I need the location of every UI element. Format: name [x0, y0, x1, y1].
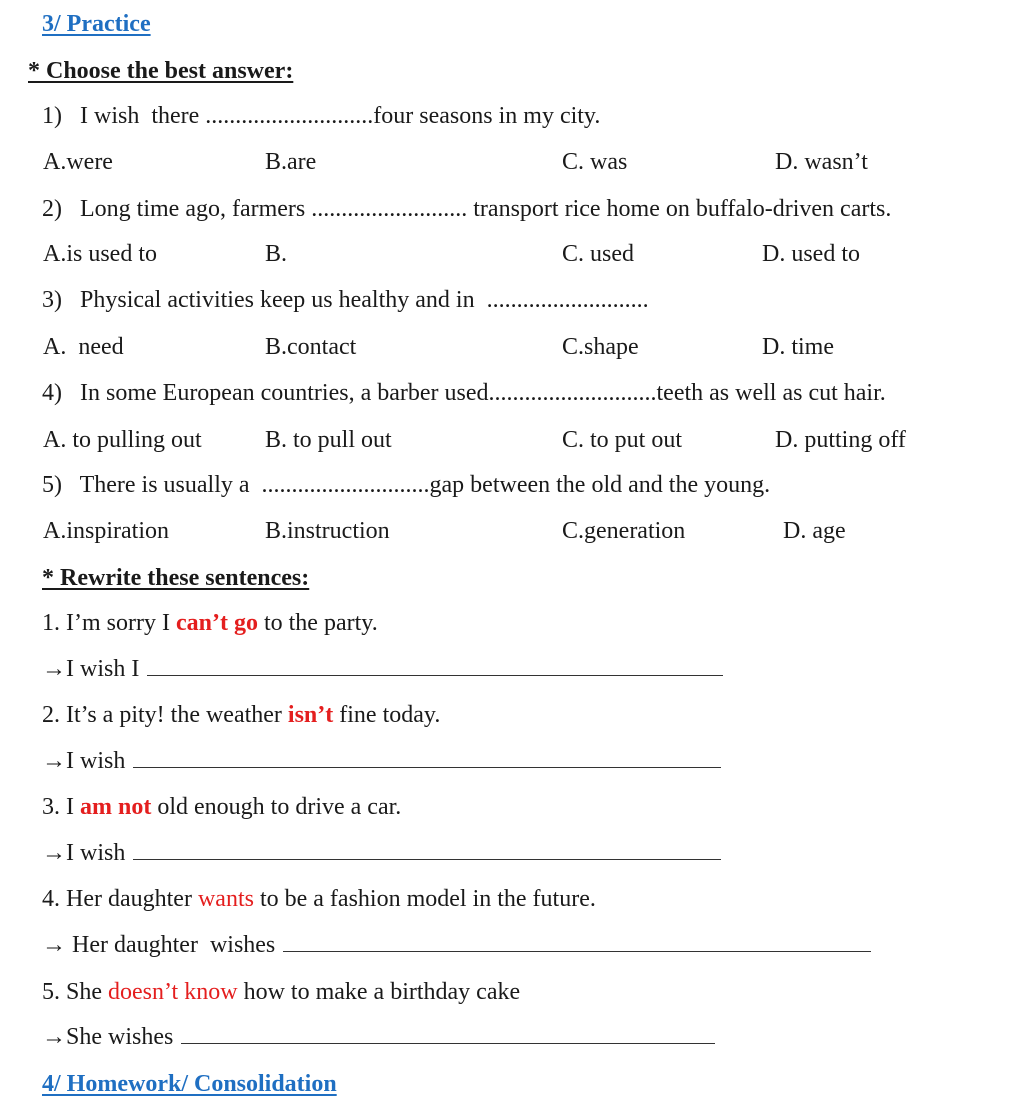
rewrite-answer-3	[42, 841, 721, 865]
option-a[interactable]: A. to pulling out	[43, 427, 202, 453]
option-c[interactable]: C. used	[562, 241, 634, 267]
question-number: 4)	[42, 380, 62, 406]
option-a[interactable]: A.inspiration	[43, 518, 169, 544]
choose-answer-heading: * Choose the best answer:	[28, 58, 294, 84]
rewrite-sentence-5	[42, 980, 520, 1004]
sentence-text: 5. She	[42, 979, 108, 1005]
rewrite-answer-4	[42, 933, 871, 957]
sentence-text: fine today.	[333, 702, 441, 728]
rewrite-sentence-1	[42, 611, 378, 635]
options-row-2	[0, 242, 1024, 270]
rewrite-answer-2	[42, 749, 721, 773]
question-text-after: gap between the old and the young.	[429, 472, 771, 498]
sentence-highlight: doesn’t know	[108, 979, 238, 1005]
option-d[interactable]: D. putting off	[775, 427, 906, 453]
rewrite-prompt: →I wish I	[42, 656, 140, 682]
option-b[interactable]: B.	[265, 241, 288, 267]
question-text-before: Physical activities keep us healthy and in	[80, 287, 475, 313]
sentence-text: how to make a birthday cake	[237, 979, 521, 1005]
option-a[interactable]: A. need	[43, 334, 124, 360]
option-a[interactable]: A.is used to	[43, 241, 157, 267]
option-b[interactable]: B.instruction	[265, 518, 390, 544]
answer-blank[interactable]: ..........................	[311, 196, 468, 222]
question-3	[42, 288, 649, 312]
answer-blank[interactable]: ...........................	[486, 287, 649, 313]
section-3-title: 3/ Practice	[42, 11, 151, 37]
rewrite-heading: * Rewrite these sentences:	[42, 565, 310, 591]
option-b[interactable]: B. to pull out	[265, 427, 392, 453]
option-a[interactable]: A.were	[43, 149, 113, 175]
question-text-after: teeth as well as cut hair.	[656, 380, 886, 406]
answer-line[interactable]	[133, 749, 721, 768]
rewrite-sentence-3	[42, 795, 401, 819]
question-number: 2)	[42, 196, 62, 222]
rewrite-sentence-4	[42, 887, 596, 911]
question-text-before: Long time ago, farmers	[80, 196, 306, 222]
question-text-before: There is usually a	[79, 472, 250, 498]
option-c[interactable]: C.generation	[562, 518, 686, 544]
rewrite-answer-5	[42, 1025, 715, 1049]
answer-blank[interactable]: ............................	[205, 103, 374, 129]
answer-line[interactable]	[181, 1025, 715, 1044]
option-b[interactable]: B.contact	[265, 334, 357, 360]
section-4-title: 4/ Homework/ Consolidation	[42, 1071, 337, 1097]
sentence-highlight: can’t go	[175, 610, 258, 636]
option-c[interactable]: C. was	[562, 149, 628, 175]
options-row-5	[0, 519, 1024, 547]
question-text-before: In some European countries, a barber used	[80, 380, 489, 406]
options-row-3	[0, 335, 1024, 363]
sentence-text: old enough to drive a car.	[151, 794, 402, 820]
answer-line[interactable]	[133, 841, 721, 860]
option-d[interactable]: D. age	[783, 518, 846, 544]
option-b[interactable]: B.are	[265, 149, 317, 175]
options-row-1	[0, 150, 1024, 178]
question-5	[42, 473, 770, 497]
option-c[interactable]: C.shape	[562, 334, 639, 360]
option-d[interactable]: D. wasn’t	[775, 149, 868, 175]
rewrite-answer-1	[42, 657, 723, 681]
question-1	[42, 104, 600, 128]
rewrite-prompt: → Her daughter wishes	[42, 932, 276, 958]
rewrite-prompt: →I wish	[42, 840, 126, 866]
answer-blank[interactable]: ............................	[261, 472, 430, 498]
sentence-text: to the party.	[257, 610, 378, 636]
question-text-before: I wish there	[80, 103, 200, 129]
sentence-text: 4. Her daughter	[42, 886, 198, 912]
sentence-text: to be a fashion model in the future.	[253, 886, 596, 912]
rewrite-prompt: →She wishes	[42, 1024, 174, 1050]
question-text-after: four seasons in my city.	[373, 103, 601, 129]
options-row-4	[0, 428, 1024, 456]
sentence-highlight: am not	[80, 794, 152, 820]
sentence-text: 3. I	[42, 794, 80, 820]
question-number: 1)	[42, 103, 62, 129]
question-4	[42, 381, 886, 405]
sentence-highlight: isn’t	[287, 702, 334, 728]
sentence-text: 2. It’s a pity! the weather	[42, 702, 288, 728]
option-c[interactable]: C. to put out	[562, 427, 683, 453]
option-d[interactable]: D. time	[762, 334, 834, 360]
answer-line[interactable]	[147, 657, 723, 676]
option-d[interactable]: D. used to	[762, 241, 860, 267]
rewrite-sentence-2	[42, 703, 440, 727]
question-text-after: transport rice home on buffalo-driven carts.	[473, 196, 892, 222]
sentence-highlight: wants	[197, 886, 254, 912]
question-number: 5)	[42, 472, 62, 498]
question-number: 3)	[42, 287, 62, 313]
question-2	[42, 197, 891, 221]
answer-blank[interactable]: ............................	[488, 380, 657, 406]
sentence-text: 1. I’m sorry I	[42, 610, 176, 636]
rewrite-prompt: →I wish	[42, 748, 126, 774]
answer-line[interactable]	[283, 933, 871, 952]
